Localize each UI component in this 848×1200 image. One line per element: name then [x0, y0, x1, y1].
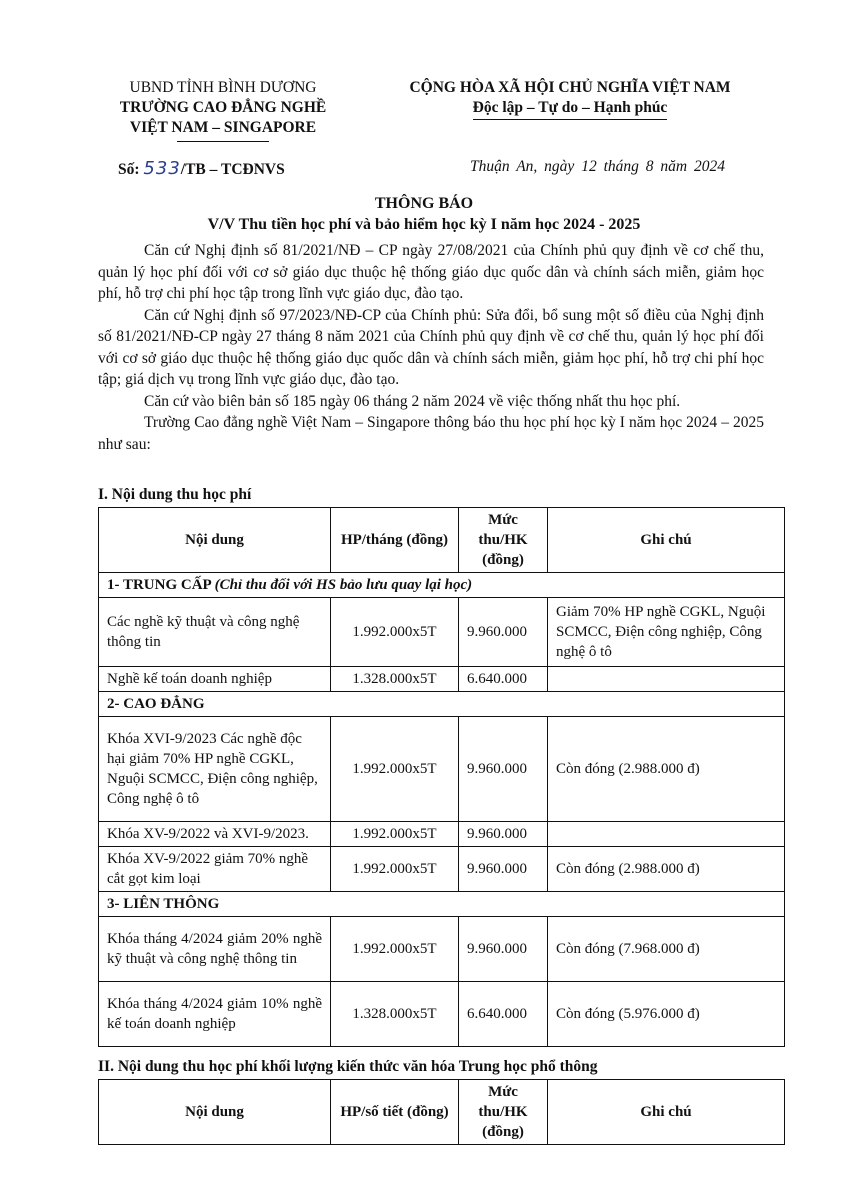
- col-header: Mức thu/HK (đồng): [459, 508, 548, 573]
- group-title: 3- LIÊN THÔNG: [99, 892, 785, 917]
- document-title: [0, 193, 848, 235]
- date-line: [470, 158, 725, 176]
- culture-fee-table: [98, 1079, 785, 1145]
- table-row: [99, 847, 785, 892]
- cell-monthly: 1.328.000x5T: [331, 667, 459, 692]
- paragraph: Căn cứ vào biên bản số 185 ngày 06 tháng 2 năm 2024 về việc thống nhất thu học phí.: [144, 392, 681, 410]
- national-motto: Độc lập – Tự do – Hạnh phúc: [473, 98, 668, 120]
- cell-content: Khóa XV-9/2022 và XVI-9/2023.: [99, 822, 331, 847]
- cell-content: Khóa XVI-9/2023 Các nghề độc hại giảm 70% HP nghề CGKL, Nguội SCMCC, Điện công nghiệp, Công nghệ ô tô: [99, 717, 331, 822]
- doc-number-label: Số:: [118, 161, 140, 178]
- table-row: [99, 667, 785, 692]
- national-header: [380, 78, 760, 120]
- cell-note: Giảm 70% HP nghề CGKL, Nguội SCMCC, Điện công nghiệp, Công nghệ ô tô: [548, 598, 785, 667]
- group-title: 1- TRUNG CẤP: [107, 577, 211, 593]
- document-body: [98, 240, 764, 455]
- section1-heading: I. Nội dung thu học phí: [98, 486, 252, 503]
- issuer-school-line1: TRƯỜNG CAO ĐẲNG NGHỀ: [119, 99, 327, 116]
- table-row: [99, 917, 785, 982]
- cell-monthly: 1.992.000x5T: [331, 717, 459, 822]
- issuer-underline: [177, 141, 269, 142]
- issuer-org: UBND TỈNH BÌNH DƯƠNG: [129, 79, 317, 96]
- cell-term: 9.960.000: [459, 917, 548, 982]
- table-row: [99, 598, 785, 667]
- cell-term: 6.640.000: [459, 982, 548, 1047]
- doc-number-suffix: /TB – TCĐNVS: [180, 161, 285, 178]
- date-month: 8: [645, 158, 654, 175]
- doc-number-handwritten: 533: [143, 158, 181, 179]
- paragraph: Căn cứ Nghị định số 97/2023/NĐ-CP của Chính phủ: Sửa đổi, bổ sung một số điều của Nghị định số 81/2021/NĐ-CP ngày 27 tháng 8 năm 2021 của Chính phủ quy định về cơ chế thu, quản lý học phí đối với cơ sở giáo dục thuộc hệ thống giáo dục quốc dân và chính sách miễn, giảm học phí, hỗ trợ chi phí học tập; giá dịch vụ trong lĩnh vực giáo dục, đào tạo.: [98, 306, 764, 388]
- table-row: [99, 822, 785, 847]
- date-month-label: tháng: [603, 158, 639, 175]
- col-header: Nội dung: [99, 1080, 331, 1145]
- date-day: 12: [581, 158, 597, 175]
- fee-table: [98, 507, 785, 1047]
- date-place: Thuận An, ngày: [470, 158, 575, 175]
- cell-term: 9.960.000: [459, 717, 548, 822]
- cell-note: Còn đóng (7.968.000 đ): [548, 917, 785, 982]
- title-sub: V/V Thu tiền học phí và bảo hiểm học kỳ I năm học 2024 - 2025: [207, 216, 641, 233]
- table-row: [99, 717, 785, 822]
- document-number: [118, 158, 285, 179]
- cell-content: Khóa tháng 4/2024 giảm 20% nghề kỹ thuật và công nghệ thông tin: [99, 917, 331, 982]
- cell-content: Khóa tháng 4/2024 giảm 10% nghề kế toán doanh nghiệp: [99, 982, 331, 1047]
- cell-term: 6.640.000: [459, 667, 548, 692]
- table-header-row: [99, 1080, 785, 1145]
- col-header: Mức thu/HK (đồng): [459, 1080, 548, 1145]
- issuer-block: [88, 78, 358, 142]
- group-row: [99, 892, 785, 917]
- section2-heading: II. Nội dung thu học phí khối lượng kiến thức văn hóa Trung học phổ thông: [98, 1058, 598, 1075]
- cell-note: [548, 822, 785, 847]
- cell-monthly: 1.992.000x5T: [331, 847, 459, 892]
- cell-note: Còn đóng (2.988.000 đ): [548, 847, 785, 892]
- cell-note: Còn đóng (5.976.000 đ): [548, 982, 785, 1047]
- cell-note: [548, 667, 785, 692]
- table-row: [99, 982, 785, 1047]
- col-header: Ghi chú: [548, 508, 785, 573]
- paragraph: Căn cứ Nghị định số 81/2021/NĐ – CP ngày 27/08/2021 của Chính phủ quy định về cơ chế thu, quản lý học phí đối với cơ sở giáo dục thuộc hệ thống giáo dục quốc dân và chính sách miễn, giảm học phí, hỗ trợ chi phí học tập trong lĩnh vực giáo dục, đào tạo.: [98, 242, 764, 302]
- cell-content: Các nghề kỹ thuật và công nghệ thông tin: [99, 598, 331, 667]
- cell-term: 9.960.000: [459, 847, 548, 892]
- table-header-row: [99, 508, 785, 573]
- cell-note: Còn đóng (2.988.000 đ): [548, 717, 785, 822]
- cell-term: 9.960.000: [459, 598, 548, 667]
- cell-content: Nghề kế toán doanh nghiệp: [99, 667, 331, 692]
- col-header: Nội dung: [99, 508, 331, 573]
- cell-term: 9.960.000: [459, 822, 548, 847]
- cell-monthly: 1.992.000x5T: [331, 917, 459, 982]
- paragraph: Trường Cao đẳng nghề Việt Nam – Singapore thông báo thu học phí học kỳ I năm học 2024 – 2025 như sau:: [98, 414, 764, 453]
- col-header: HP/tháng (đồng): [331, 508, 459, 573]
- cell-monthly: 1.992.000x5T: [331, 822, 459, 847]
- col-header: HP/số tiết (đồng): [331, 1080, 459, 1145]
- group-row: [99, 692, 785, 717]
- group-row: [99, 573, 785, 598]
- title-main: THÔNG BÁO: [374, 195, 474, 212]
- date-year: năm 2024: [660, 158, 725, 175]
- cell-monthly: 1.992.000x5T: [331, 598, 459, 667]
- group-note: (Chỉ thu đối với HS bảo lưu quay lại học): [214, 577, 473, 593]
- issuer-school-line2: VIỆT NAM – SINGAPORE: [129, 119, 317, 136]
- col-header: Ghi chú: [548, 1080, 785, 1145]
- group-title: 2- CAO ĐẲNG: [99, 692, 785, 717]
- cell-monthly: 1.328.000x5T: [331, 982, 459, 1047]
- republic-name: CỘNG HÒA XÃ HỘI CHỦ NGHĨA VIỆT NAM: [409, 79, 731, 96]
- cell-content: Khóa XV-9/2022 giảm 70% nghề cắt gọt kim loại: [99, 847, 331, 892]
